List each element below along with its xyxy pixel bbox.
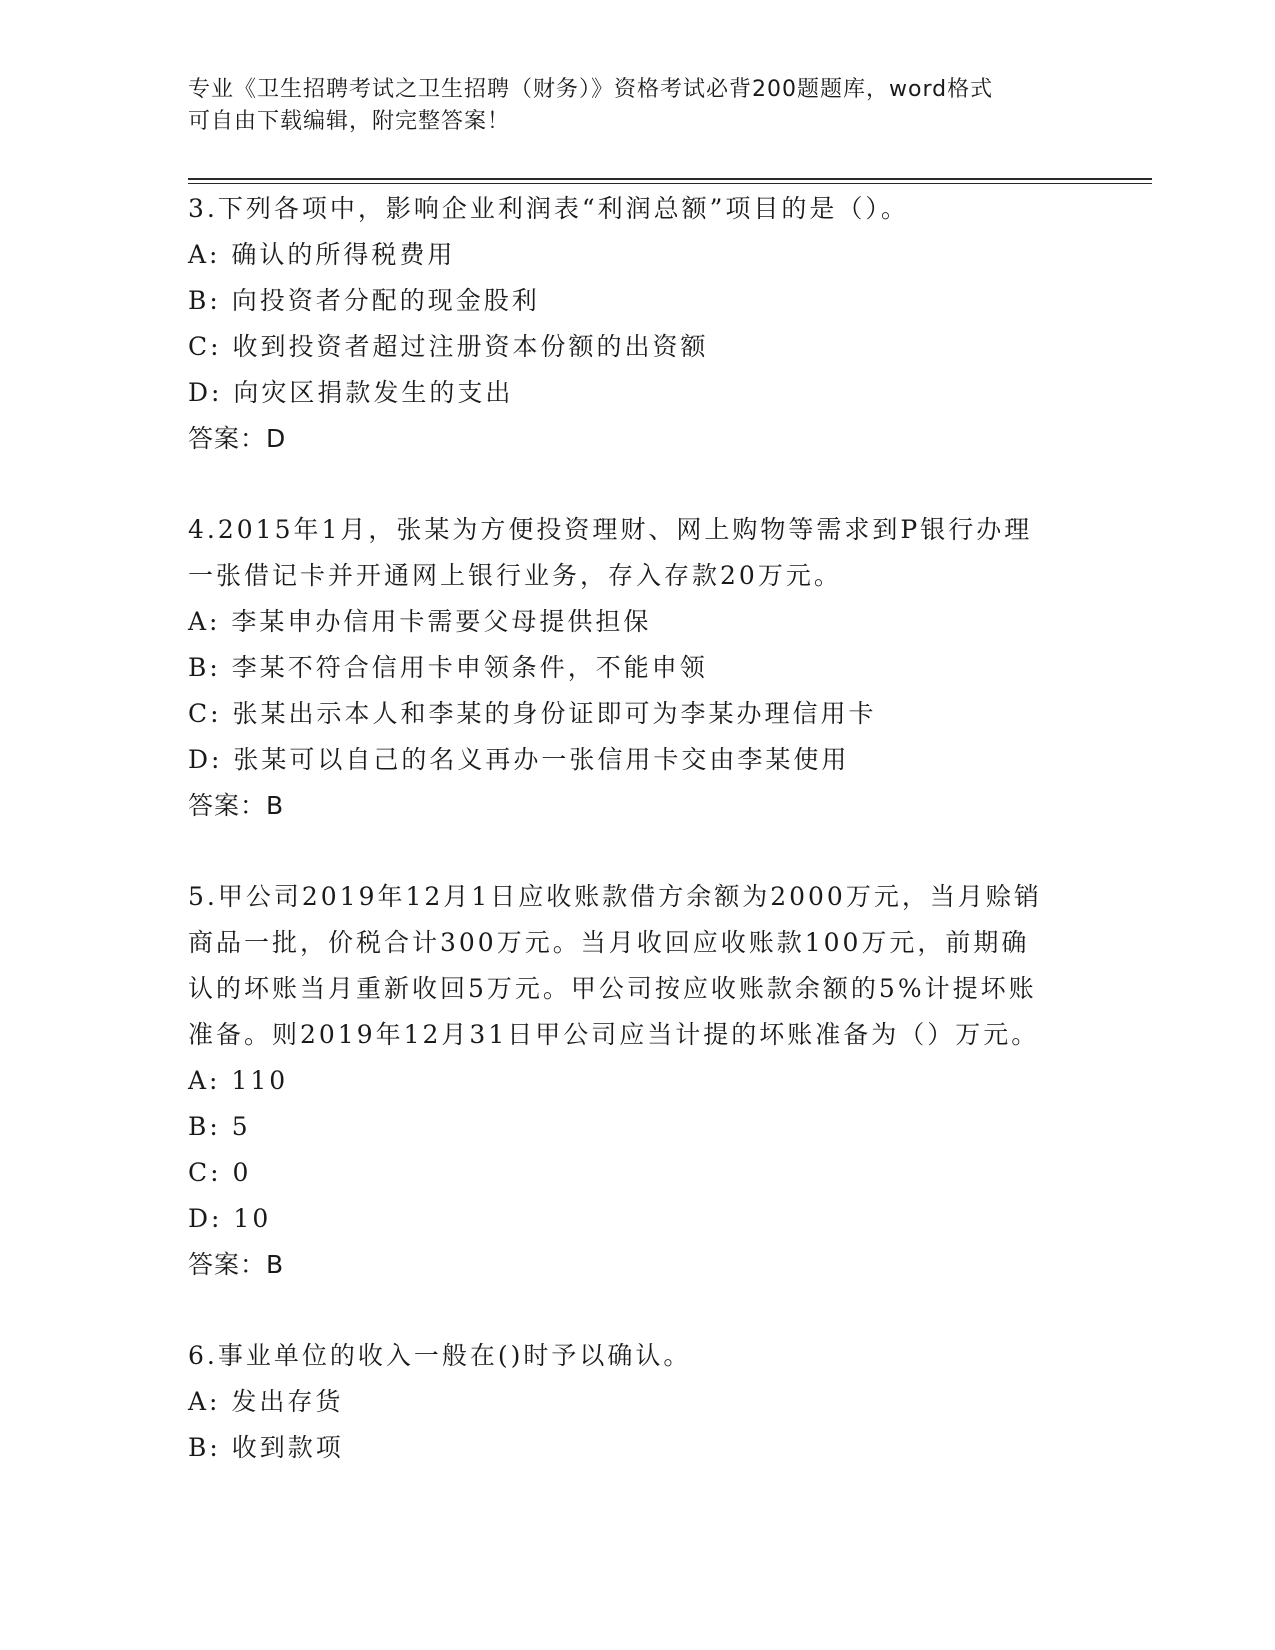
question-stem <box>188 186 1088 232</box>
question-stem <box>188 1333 1088 1379</box>
question-stem-line: 一张借记卡并开通网上银行业务，存入存款20万元。 <box>188 561 842 590</box>
question-list <box>188 186 1088 1516</box>
question-item <box>188 507 1088 829</box>
question-stem <box>188 507 1088 599</box>
option-a: A: 确认的所得税费用 <box>188 240 456 269</box>
question-stem-line: 4.2015年1月，张某为方便投资理财、网上购物等需求到P银行办理 <box>188 515 1033 544</box>
question-stem-line: 5.甲公司2019年12月1日应收账款借方余额为2000万元，当月赊销 <box>188 882 1042 911</box>
answer-line: 答案：B <box>188 791 285 820</box>
option-d: D: 10 <box>188 1204 272 1233</box>
question-stem <box>188 874 1088 1058</box>
option-b: B: 收到款项 <box>188 1433 344 1462</box>
document-header <box>188 74 1088 138</box>
header-divider-thin <box>188 183 1152 184</box>
question-item <box>188 874 1088 1288</box>
option-b: B: 5 <box>188 1112 251 1141</box>
option-a: A: 发出存货 <box>188 1387 344 1416</box>
option-b: B: 李某不符合信用卡申领条件，不能申领 <box>188 653 708 682</box>
question-item <box>188 1333 1088 1471</box>
answer-line: 答案：B <box>188 1250 285 1279</box>
header-line-1: 专业《卫生招聘考试之卫生招聘（财务）》资格考试必背200题题库，word格式 <box>188 77 994 102</box>
header-line-2: 可自由下载编辑，附完整答案！ <box>188 109 511 134</box>
option-a: A: 李某申办信用卡需要父母提供担保 <box>188 607 652 636</box>
question-stem-line: 准备。则2019年12月31日甲公司应当计提的坏账准备为（）万元。 <box>188 1020 1040 1049</box>
option-c: C: 0 <box>188 1158 252 1187</box>
question-stem-line: 6.事业单位的收入一般在()时予以确认。 <box>188 1341 692 1370</box>
question-stem-line: 认的坏账当月重新收回5万元。甲公司按应收账款余额的5%计提坏账 <box>188 974 1037 1003</box>
option-d: D: 向灾区捐款发生的支出 <box>188 378 514 407</box>
option-d: D: 张某可以自己的名义再办一张信用卡交由李某使用 <box>188 745 850 774</box>
option-b: B: 向投资者分配的现金股利 <box>188 286 540 315</box>
answer-line: 答案：D <box>188 424 287 453</box>
question-stem-line: 商品一批，价税合计300万元。当月收回应收账款100万元，前期确 <box>188 928 1030 957</box>
option-c: C: 张某出示本人和李某的身份证即可为李某办理信用卡 <box>188 699 877 728</box>
question-item <box>188 186 1088 462</box>
option-a: A: 110 <box>188 1066 289 1095</box>
option-c: C: 收到投资者超过注册资本份额的出资额 <box>188 332 709 361</box>
question-stem-line: 3.下列各项中，影响企业利润表“利润总额”项目的是（）。 <box>188 194 909 223</box>
header-divider-thick <box>188 178 1152 180</box>
